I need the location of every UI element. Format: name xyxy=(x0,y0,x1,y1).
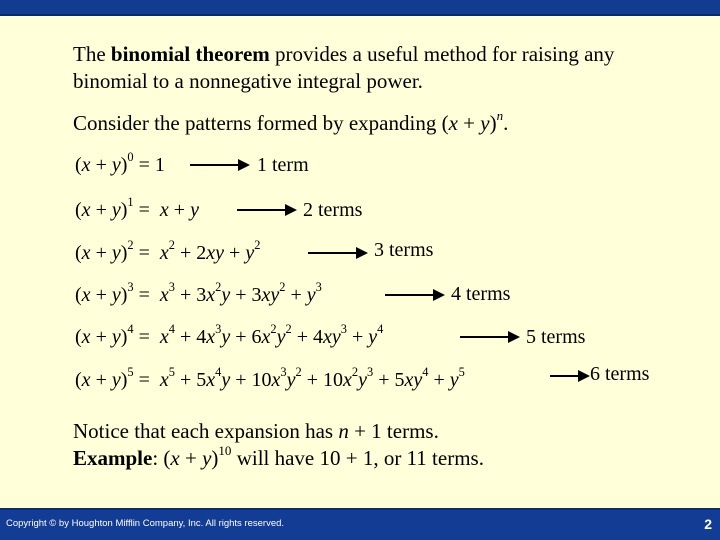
consider-text: Consider the patterns formed by expanding ( xyxy=(73,111,449,135)
expansion-3: $(x + y)^3 = x^3 + 3x^2y + 3xy^2 + y^3$ xyxy=(75,280,322,306)
expansion-0: $(x + y)^0 = 1$ xyxy=(75,150,165,176)
expansion-2-terms: 3 terms xyxy=(374,239,434,261)
arrow-icon xyxy=(385,289,445,301)
top-bar xyxy=(0,0,720,14)
consider-x: x xyxy=(448,111,458,135)
intro-line-2: binomial to a nonnegative integral power. xyxy=(73,69,423,93)
example-y: y xyxy=(202,446,212,470)
top-bar-divider xyxy=(0,14,720,16)
expansion-5: $(x + y)^5 = x^5 + 5x^4y + 10x^3y^2 + 10x^2y^3 + 5xy^4 + y^5$ xyxy=(75,365,465,391)
example-x: x xyxy=(170,446,180,470)
intro-text-b: provides a useful method for raising any xyxy=(269,42,615,66)
expansion-5-terms: 6 terms xyxy=(590,363,650,385)
expansion-2: $(x + y)^2 = x^2 + 2xy + y^2$ xyxy=(75,238,261,264)
arrow-icon xyxy=(190,159,250,171)
arrow-icon xyxy=(460,331,520,343)
page-number: 2 xyxy=(704,516,712,532)
intro-text-a: The xyxy=(73,42,111,66)
consider-n: n xyxy=(496,108,504,124)
expansion-1-terms: 2 terms xyxy=(303,199,363,221)
expansion-3-terms: 4 terms xyxy=(451,283,511,305)
consider-line xyxy=(73,110,508,137)
consider-period: . xyxy=(503,111,509,135)
consider-plus: + xyxy=(457,111,481,135)
notice-paragraph xyxy=(73,418,484,472)
example-open: : ( xyxy=(152,446,171,470)
example-label: Example xyxy=(73,446,153,470)
notice-text-b: + 1 terms. xyxy=(348,419,439,443)
copyright-text: Copyright © by Houghton Mifflin Company, Inc. All rights reserved. xyxy=(6,518,285,529)
consider-close: ) xyxy=(489,111,497,135)
example-plus: + xyxy=(179,446,203,470)
binomial-theorem-term: binomial theorem xyxy=(110,42,270,66)
notice-text-a: Notice that each expansion has xyxy=(73,419,339,443)
expansion-0-terms: 1 term xyxy=(257,154,309,176)
intro-paragraph xyxy=(73,41,614,95)
expansion-1: $(x + y)^1 = x + y$ xyxy=(75,195,199,221)
example-close: ) xyxy=(211,446,219,470)
arrow-icon xyxy=(550,370,588,382)
expansion-4: $(x + y)^4 = x^4 + 4x^3y + 6x^2y^2 + 4xy^3 + y^4$ xyxy=(75,322,384,348)
expansion-4-terms: 5 terms xyxy=(526,326,586,348)
consider-y: y xyxy=(480,111,490,135)
example-text: will have 10 + 1, or 11 terms. xyxy=(231,446,484,470)
notice-n: n xyxy=(338,419,349,443)
arrow-icon xyxy=(308,247,368,259)
arrow-icon xyxy=(237,204,297,216)
example-exponent: 10 xyxy=(218,443,232,459)
